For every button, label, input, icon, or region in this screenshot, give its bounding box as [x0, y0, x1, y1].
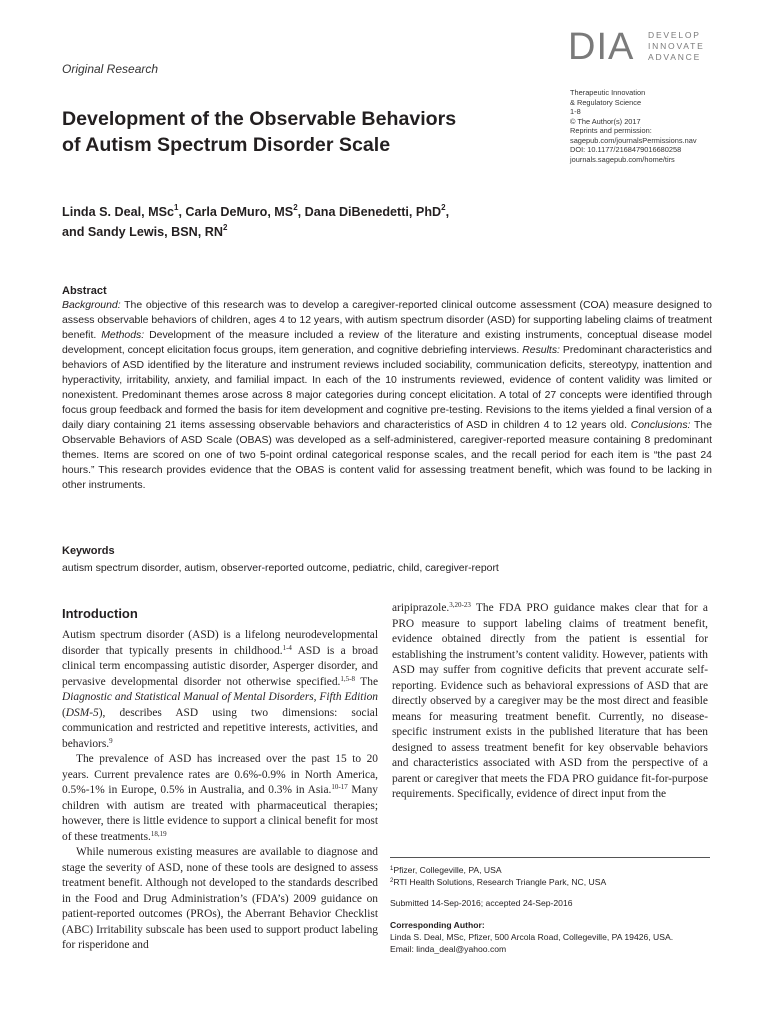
journal-logo — [568, 26, 718, 72]
keywords-text: autism spectrum disorder, autism, observer-reported outcome, pediatric, child, caregiver-report — [62, 563, 499, 574]
text-run: While numerous existing measures are available to diagnose and stage the severity of ASD, none of these tools are designed to assess treatment benefit. Although not developed to the standards described in the Food and Drug Administration’s (FDA’s) 2009 guidance on patient-reported outcomes (PROs), the Aberrant Behavior Checklist (ABC) Irritability subscale has been used to support product labeling for risperidone and — [62, 846, 378, 951]
section-label: Original Research — [62, 62, 159, 76]
affiliation-2 — [390, 876, 720, 888]
paragraph — [62, 628, 378, 752]
affiliation-marker: 1 — [390, 866, 394, 872]
body-column-left — [62, 628, 378, 954]
title-line-2: of Autism Spectrum Disorder Scale — [62, 134, 391, 156]
citation: 18,19 — [150, 829, 167, 838]
text-run: ), describes ASD using two dimensions: social communication and restricted and repetitive interests, activities, and behaviors. — [62, 706, 378, 750]
author-name: and Sandy Lewis, BSN, RN — [62, 225, 223, 239]
affiliation-marker: 2 — [390, 878, 394, 885]
text-run: The prevalence of ASD has increased over the past 15 to 20 years. Current prevalence rates are 0.6%-0.9% in North America, 0.5%-1% in Europe, 0.5% in Australia, and 0.3% in Asia. — [62, 753, 378, 796]
affiliation-text: Pfizer, Collegeville, PA, USA — [393, 865, 502, 875]
title-line-1: Development of the Observable Behaviors — [62, 108, 457, 130]
doi[interactable]: DOI: 10.1177/2168479016680258 — [570, 145, 682, 154]
logo-tagline-develop: DEVELOP — [648, 30, 701, 40]
book-title: Diagnostic and Statistical Manual of Mental Disorders, Fifth Edition — [62, 691, 378, 703]
logo-mark: DIA — [568, 26, 635, 68]
abstract-results: Predominant characteristics and behaviors of ASD identified by the literature and instrument reviews included sociability, communication deficits, stereotypy, inattention and hyperactivity, irritability, anxiety, and familial impact. In each of the 10 instruments reviewed, evidence of content validity was limited or nonexistent. Predominant themes arose across 8 major categories during concept elicitation. A total of 27 concepts were identified through focus group feedback and formed the basis for item development and cognitive pre-testing. Revisions to the items yielded a final version of a daily diary containing 21 items assessing observable behaviors and characteristics of ASD in children 4 to 12 years old. — [62, 345, 712, 431]
page-range: 1-8 — [570, 107, 581, 116]
author-name: , Dana DiBenedetti, PhD — [297, 205, 442, 219]
abstract-background: The objective of this research was to develop a caregiver-reported clinical outcome assessment (COA) measure designed to assess observable behaviors of children, ages 4 to 12 years, with autism spectrum disorder (ASD) for supporting labeling claims of treatment benefit. — [62, 300, 712, 341]
abstract-results-label: Results: — [522, 345, 560, 356]
corresponding-author-address: Linda S. Deal, MSc, Pfizer, 500 Arcola Road, Collegeville, PA 19426, USA. — [390, 931, 674, 942]
abstract-heading: Abstract — [62, 285, 107, 297]
journal-meta — [570, 88, 750, 164]
journal-name-2: & Regulatory Science — [570, 97, 642, 107]
affiliation-marker: 1 — [173, 203, 179, 212]
affiliation-1 — [390, 864, 720, 876]
citation: 1,5-8 — [340, 674, 355, 683]
text-run: ASD is a broad clinical term encompassing autistic disorder, Asperger disorder, and pervasive developmental disorder not otherwise specified. — [62, 644, 379, 688]
abstract-background-label: Background: — [62, 300, 121, 311]
abstract-methods: Development of the measure included a review of the literature and existing instruments, conceptual disease model development, concept elicitation focus groups, item generation, and cognitive debriefing interviews. — [62, 330, 712, 356]
paragraph — [392, 601, 708, 803]
reprints-label: Reprints and permission: — [570, 126, 652, 135]
text-run: The FDA PRO guidance makes clear that for a PRO measure to support labeling claims of treatment benefit, evidence obtained directly from the patient is essential for establishing the instrument’s content validity. However, patients with ASD may suffer from cognitive deficits that prevent accurate self-reporting. Evidence such as behavioral expressions of ASD that are directly observed by a caregiver may be the most direct and feasible means for measuring treatment benefit. Currently, no disease-specific instrument exists in the published literature that has been designed to assess treatment benefit for key observable behaviors and characteristics associated with ASD from the perspective of a parent or caregiver that meets the FDA PRO guidance fit-for-purpose requirements. Specifically, evidence of direct input from the — [392, 602, 708, 800]
author-separator: , — [445, 205, 450, 219]
author-list — [62, 202, 622, 242]
abstract-text — [62, 298, 712, 493]
citation: 3,20-23 — [449, 601, 471, 609]
book-abbrev: DSM-5 — [65, 706, 99, 719]
keywords-heading: Keywords — [62, 545, 115, 557]
corresponding-author-email[interactable]: Email: linda_deal@yahoo.com — [390, 944, 507, 955]
abstract-conclusions-label: Conclusions: — [630, 420, 691, 431]
copyright: © The Author(s) 2017 — [570, 116, 641, 126]
affiliation-marker: 2 — [293, 203, 298, 212]
submission-dates: Submitted 14-Sep-2016; accepted 24-Sep-2016 — [390, 898, 573, 909]
article-title — [62, 106, 532, 158]
text-run: ( — [62, 706, 66, 719]
corresponding-author-label: Corresponding Author: — [390, 919, 485, 930]
affiliation-text: RTI Health Solutions, Research Triangle Park, NC, USA — [393, 877, 607, 888]
abstract-conclusions: The Observable Behaviors of ASD Scale (OBAS) was developed as a self-administered, caregiver-reported measure containing 8 predominant themes. Items are scored on one of two 5-point ordinal categorical response scales, and the recall period for each item is “the past 24 hours.” This research provides evidence that the OBAS is content valid for assessing treatment benefit, which was found to be lacking in other instruments. — [62, 420, 712, 491]
journal-name-1: Therapeutic Innovation — [570, 88, 646, 97]
abstract-methods-label: Methods: — [101, 330, 145, 341]
footnotes — [390, 864, 720, 955]
introduction-heading: Introduction — [62, 606, 138, 621]
text-run: The — [354, 675, 378, 688]
affiliation-marker: 2 — [222, 223, 228, 232]
text-run: aripiprazole. — [392, 602, 450, 614]
paragraph — [62, 752, 378, 845]
text-run: Autism spectrum disorder (ASD) is a lifelong neurodevelopmental disorder that typically presents in childhood. — [62, 629, 378, 657]
author-name: Linda S. Deal, MSc — [62, 205, 174, 219]
logo-tagline-advance: ADVANCE — [648, 52, 702, 62]
affiliation-marker: 2 — [441, 203, 446, 212]
logo-tagline-innovate: INNOVATE — [648, 41, 705, 51]
citation: 1-4 — [282, 643, 292, 652]
footnote-divider — [390, 857, 710, 858]
citation: 9 — [109, 736, 113, 745]
citation: 10-17 — [331, 783, 348, 791]
text-run: Many children with autism are treated with pharmaceutical therapies; however, there is little evidence to support a clinical benefit for most of these treatments. — [62, 784, 378, 843]
body-column-right — [392, 601, 708, 803]
journal-url[interactable]: journals.sagepub.com/home/tirs — [570, 154, 675, 164]
paragraph — [62, 845, 378, 954]
permissions-link[interactable]: sagepub.com/journalsPermissions.nav — [570, 135, 697, 145]
author-name: , Carla DeMuro, MS — [178, 205, 294, 219]
